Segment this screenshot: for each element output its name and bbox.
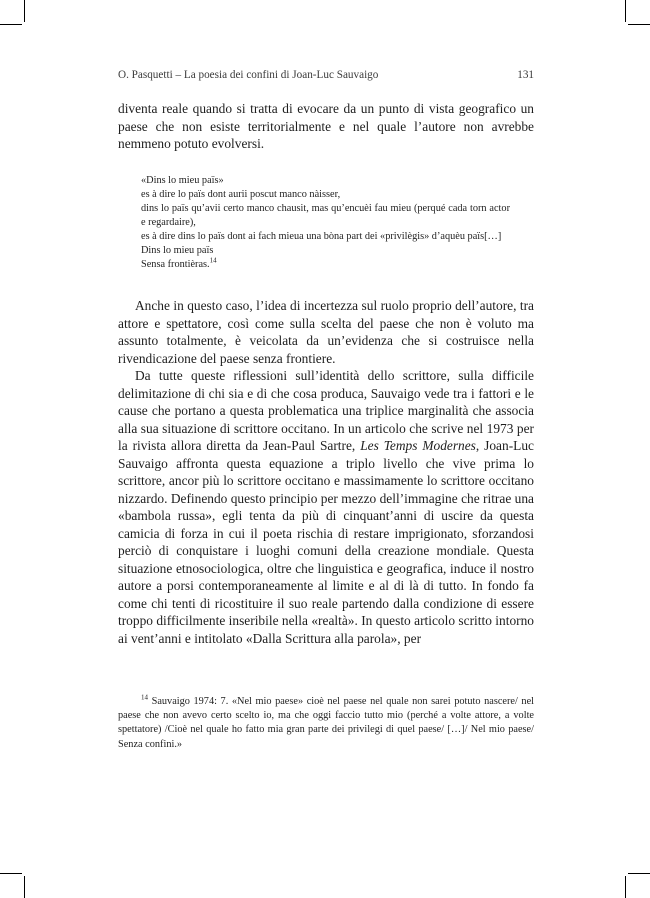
paragraph-third-part-b: , Joan-Luc Sauvaigo affronta questa equazione a triplo livello che vive prima lo scrittore, ancor più lo scrittore occitano e massimamente lo scrittore occitano nizzardo. Definendo questo principio per mezzo dell’immagine che ritrae una «bambola russa», egli tenta da più di cinquant’anni di uscire da questa camicia di forza in cui il poeta rischia di restare imprigionato, sforzandosi perciò di conquistare i luoghi comuni della creazione mondiale. Questa situazione etnosociologica, oltre che linguistica e geografica, induce il nostro autore a porsi contemporaneamente al limite e al di là di tutto. In fondo fa come chi tenti di ricostituire il suo reale partendo dalla condizione di essere troppo difficilmente inseribile nella «realtà». In questo articolo scritto intorno ai vent’anni e intitolato «Dalla Scrittura alla parola», per: [118, 438, 534, 646]
poem-line: es à dire dins lo païs dont ai fach mieua una bòna part dei «privilègis» d’aquèu païs[…]: [141, 230, 502, 242]
footnote-text: Sauvaigo 1974: 7. «Nel mio paese» cioè nel paese nel quale non sarei potuto nascere/ nel paese che non avevo certo scelto io, ma che oggi faccio tutto mio (perché a volte attore, a volte spettatore) /Cioè nel quale ho fatto mia gran parte dei privilegi di quel paese/ […]/ Nel mio paese/ Senza confini.»: [118, 696, 534, 750]
poem-line: «Dins lo mieu païs»: [141, 175, 224, 186]
crop-mark: [0, 24, 22, 25]
crop-mark: [24, 0, 25, 22]
paragraph-third: [118, 367, 534, 647]
footnote: [118, 695, 534, 752]
paragraph-intro: diventa reale quando si tratta di evocare da un punto di vista geografico un paese che non esiste territorialmente e nel quale l’autore non avrebbe nemmeno potuto evolversi.: [118, 101, 534, 151]
crop-mark: [628, 24, 650, 25]
running-title: O. Pasquetti – La poesia dei confini di Joan-Luc Sauvaigo: [118, 69, 379, 81]
paragraph-third-part-a: Da tutte queste riflessioni sull’identità dello scrittore, sulla difficile delimitazione di chi sia e di che cosa produca, Sauvaigo vede tra i fattori e le cause che portano a questa problematica una triplice marginalità che associa alla sua situazione di scrittore occitano. In un articolo che scrive nel 1973 per la rivista allora diretta da Jean-Paul Sartre,: [118, 368, 534, 453]
poem-quotation: [141, 174, 510, 272]
crop-mark: [628, 873, 650, 874]
poem-line-last: [141, 258, 510, 272]
poem-line: es à dire lo païs dont aurii poscut manco nàisser,: [141, 188, 341, 200]
poem-line-text: Sensa frontièras.: [141, 258, 210, 270]
crop-mark: [0, 873, 22, 874]
journal-title: Les Temps Modernes: [360, 438, 476, 453]
crop-mark: [24, 876, 25, 898]
poem-line: dins lo païs qu’avii certo manco chausit, mas qu’encuèi fau mieu (perqué cada torn actor e regardaire),: [141, 202, 510, 228]
paragraph-second: Anche in questo caso, l’idea di incertezza sul ruolo proprio dell’autore, tra attore e spettatore, così come sulla scelta del paese che non è voluto ma assunto totalmente, è veicolata da un’evidenza che si costruisce nella rivendicazione del paese senza frontiere.: [118, 298, 534, 366]
poem-line: Dins lo mieu païs: [141, 244, 214, 256]
footnote-number: 14: [141, 693, 148, 702]
crop-mark: [625, 0, 626, 22]
crop-mark: [625, 876, 626, 898]
page-number: 131: [517, 69, 534, 81]
footnote-ref: 14: [209, 256, 217, 265]
